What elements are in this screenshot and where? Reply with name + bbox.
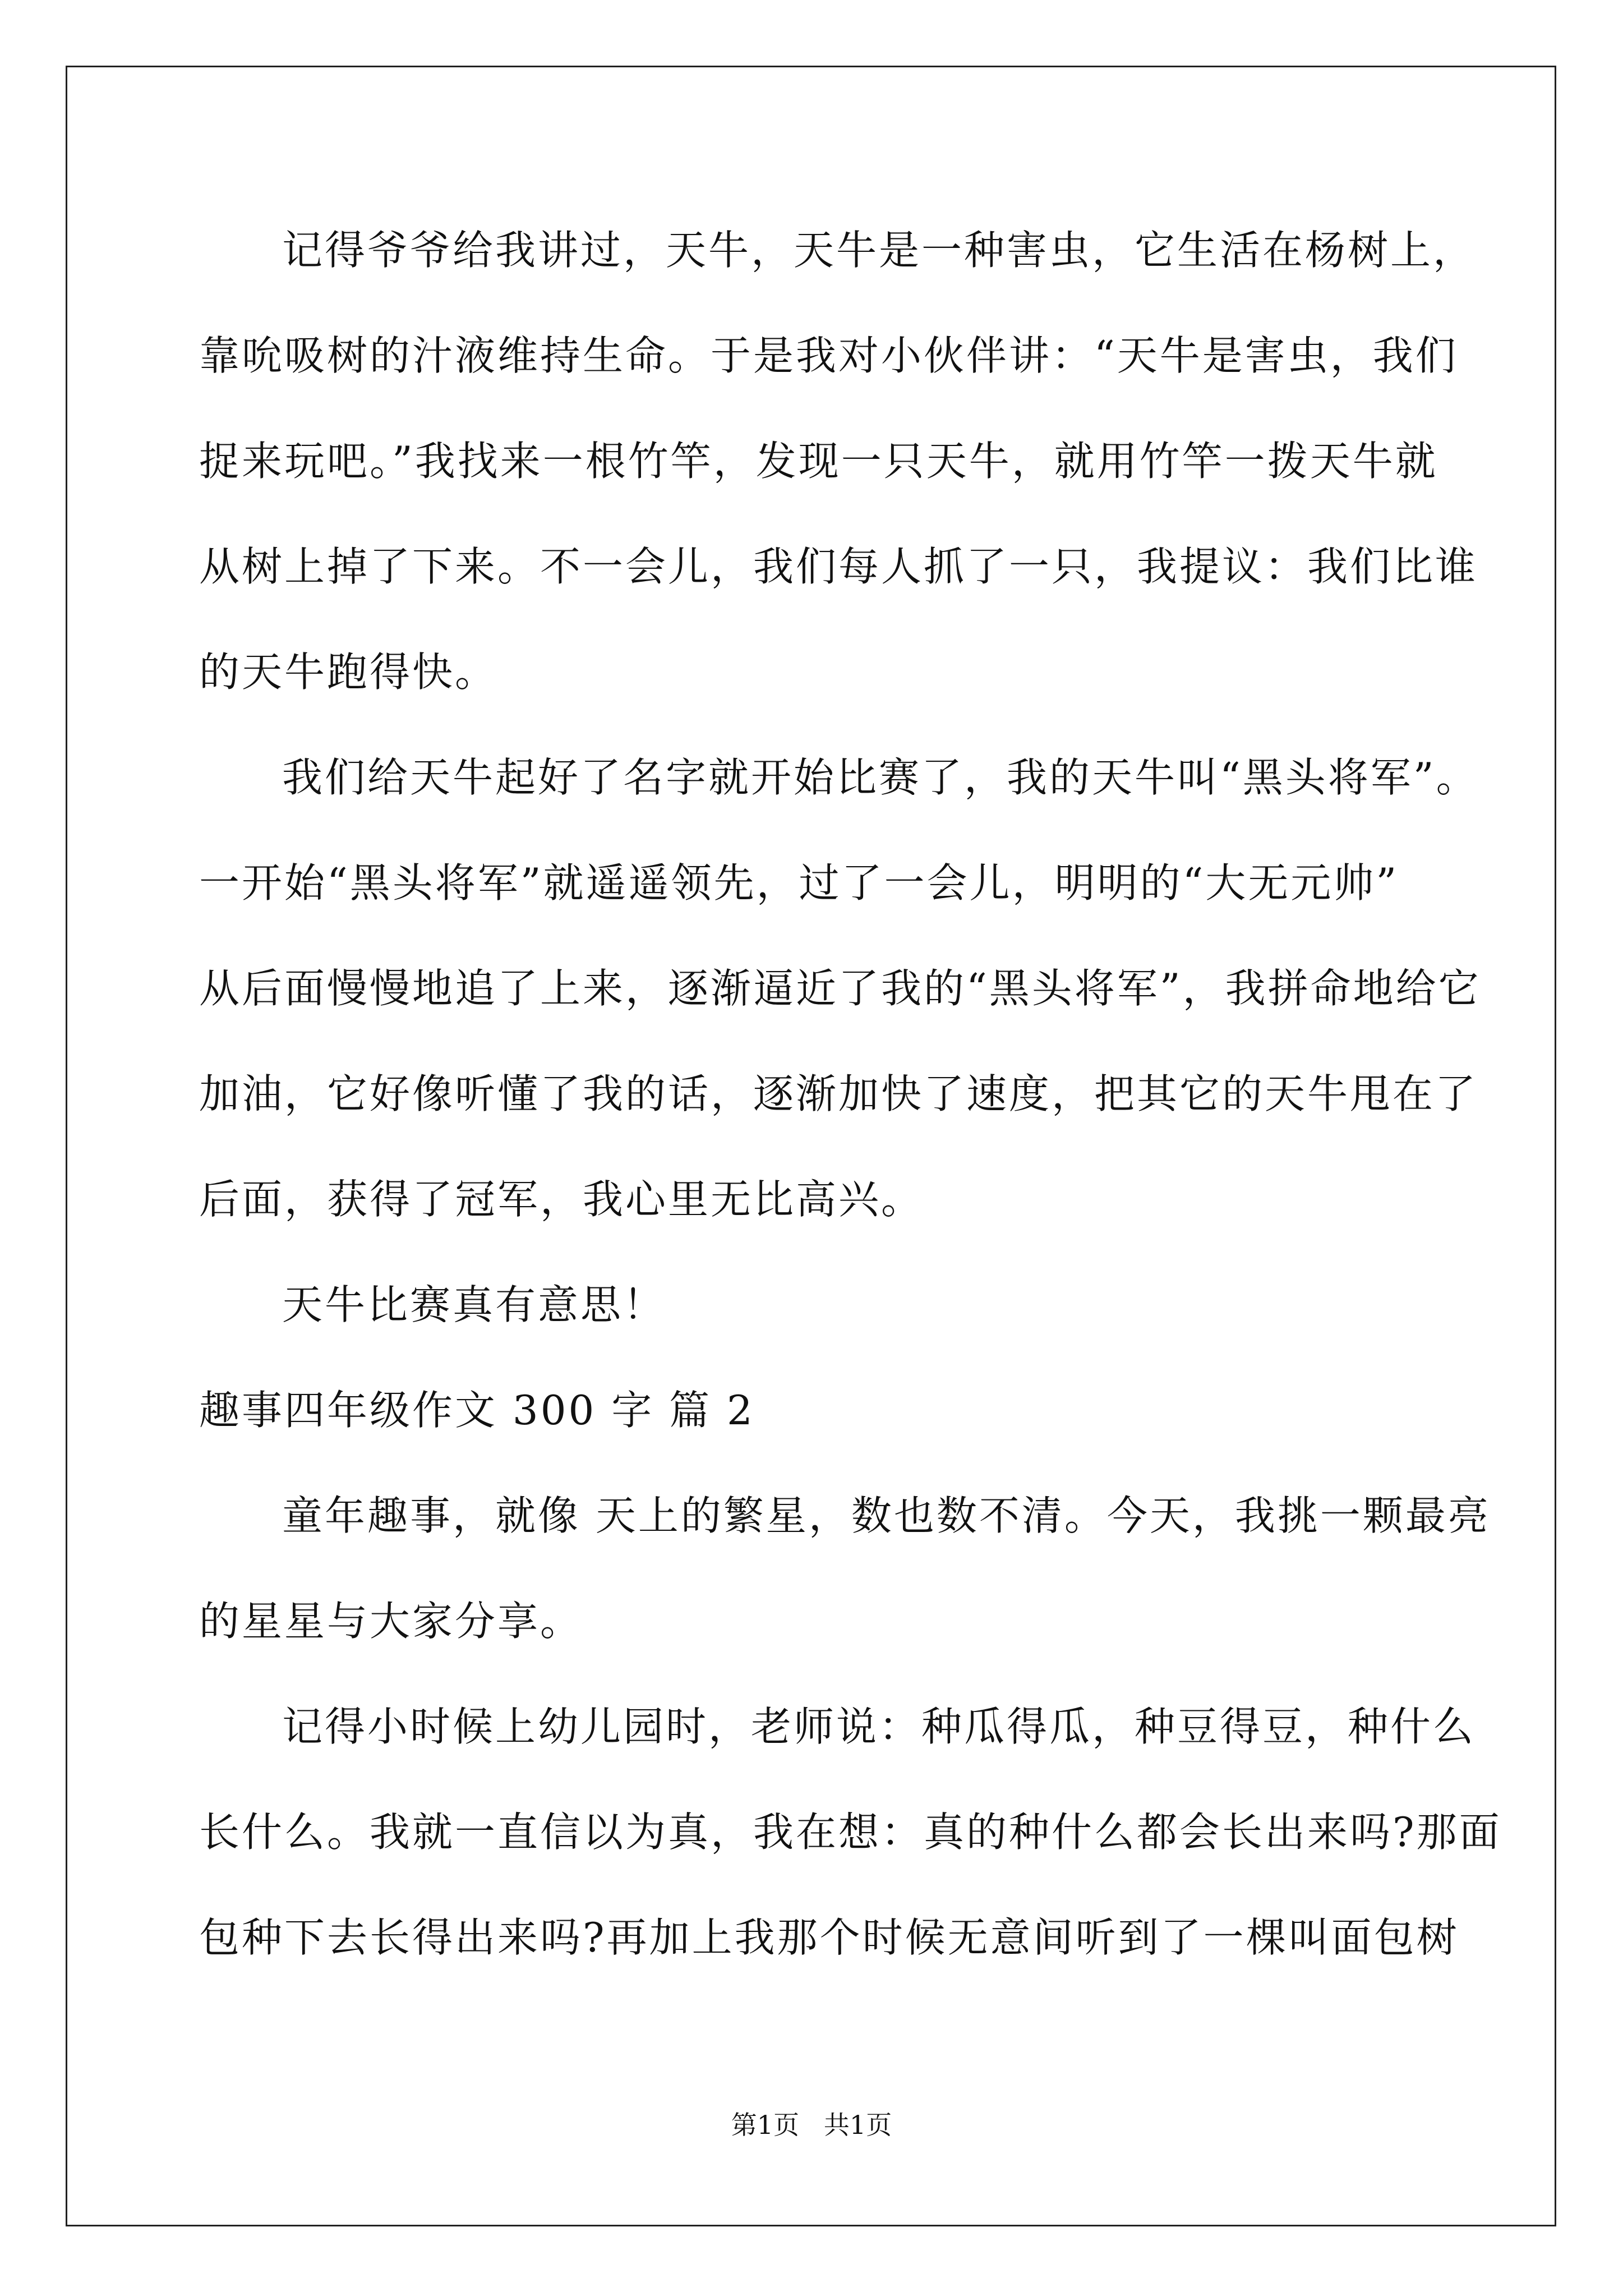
paragraph-line: 童年趣事，就像 天上的繁星，数也数不清。今天，我挑一颗最亮 xyxy=(282,1492,1491,1539)
paragraph-line: 的天牛跑得快。 xyxy=(199,648,498,696)
paragraph-line: 加油，它好像听懂了我的话，逐渐加快了速度，把其它的天牛甩在了 xyxy=(199,1070,1478,1117)
paragraph-line: 我们给天牛起好了名字就开始比赛了，我的天牛叫“黑头将军”。 xyxy=(282,754,1479,801)
paragraph-line: 捉来玩吧。”我找来一根竹竿，发现一只天牛，就用竹竿一拨天牛就 xyxy=(199,438,1438,485)
section-heading: 趣事四年级作文 300 字 篇 2 xyxy=(199,1387,755,1434)
document-body xyxy=(199,217,1502,2009)
paragraph-line: 记得爷爷给我讲过，天牛，天牛是一种害虫，它生活在杨树上， xyxy=(282,227,1476,274)
paragraph-line: 记得小时候上幼儿园时，老师说：种瓜得瓜，种豆得豆，种什么 xyxy=(282,1703,1476,1750)
paragraph-line: 的星星与大家分享。 xyxy=(199,1598,583,1645)
paragraph-line: 长什么。我就一直信以为真，我在想：真的种什么都会长出来吗?那面 xyxy=(199,1809,1502,1856)
paragraph-line: 天牛比赛真有意思！ xyxy=(282,1281,666,1328)
paragraph-line: 从后面慢慢地追了上来，逐渐逼近了我的“黑头将军”，我拼命地给它 xyxy=(199,965,1481,1012)
paragraph-line: 包种下去长得出来吗?再加上我那个时候无意间听到了一棵叫面包树 xyxy=(199,1914,1459,1961)
page-number-footer: 第1页 共1页 xyxy=(731,2110,892,2140)
paragraph-line: 从树上掉了下来。不一会儿，我们每人抓了一只，我提议：我们比谁 xyxy=(199,543,1478,590)
paragraph-line: 后面，获得了冠军，我心里无比高兴。 xyxy=(199,1176,924,1223)
paragraph-line: 一开始“黑头将军”就遥遥领先，过了一会儿，明明的“大无元帅” xyxy=(199,859,1399,907)
paragraph-line: 靠吮吸树的汁液维持生命。于是我对小伙伴讲：“天牛是害虫，我们 xyxy=(199,332,1458,379)
